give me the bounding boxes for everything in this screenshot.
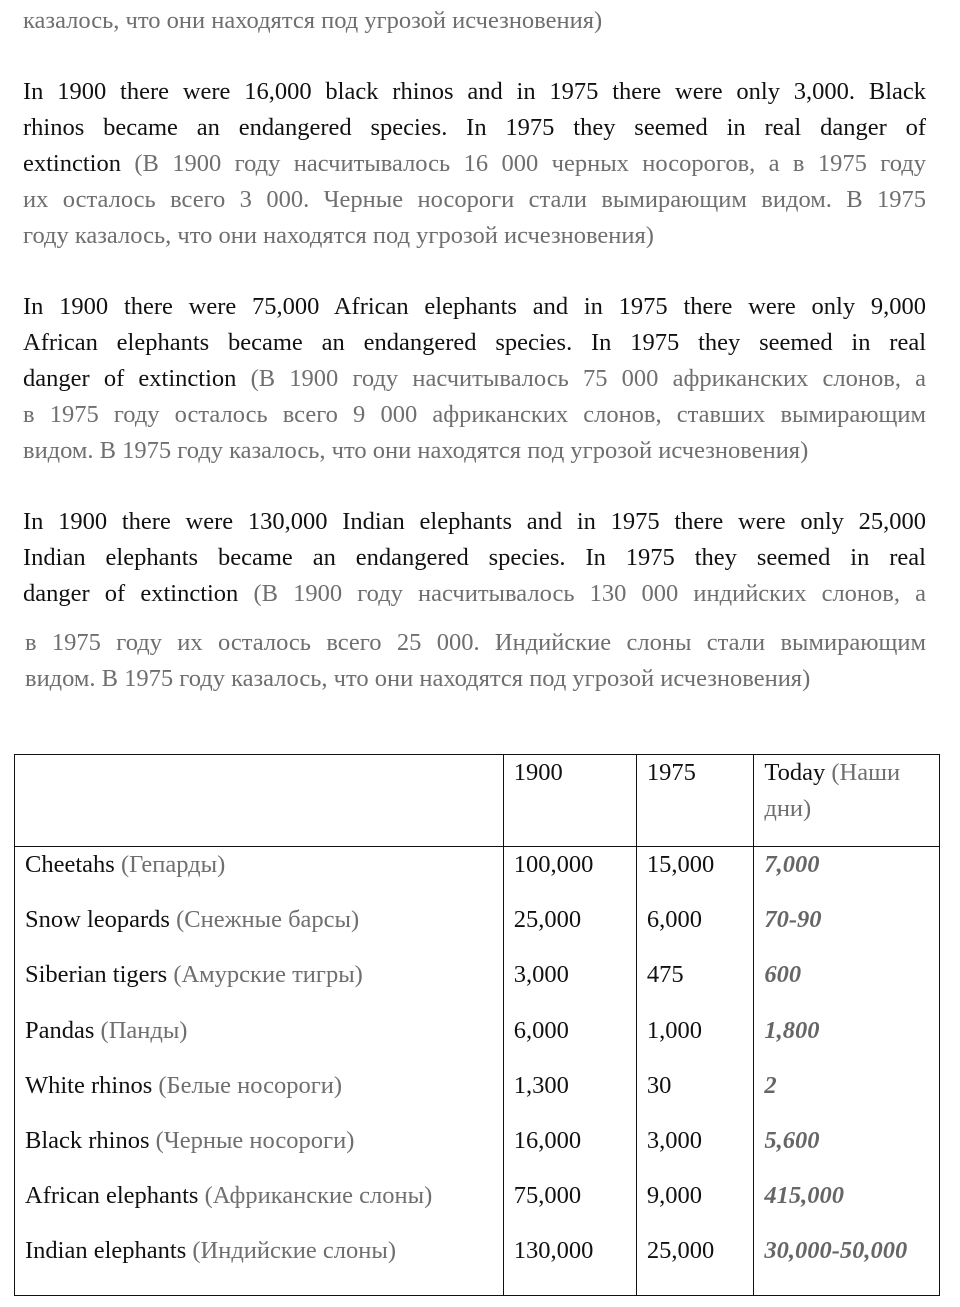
species-cell: [15, 1233, 504, 1296]
species-name-ru: (Индийские слоны): [186, 1237, 396, 1265]
population-1900-cell: 75,000: [503, 1178, 636, 1233]
paragraph-3-line-0: [23, 504, 926, 540]
english-text: danger of extinction: [23, 365, 237, 392]
table-row: [15, 1123, 940, 1178]
paragraph-2-line-4: [23, 433, 926, 469]
table-header-row: [15, 755, 940, 847]
population-today-cell: 415,000: [754, 1178, 940, 1233]
header-cell-today: [754, 755, 940, 847]
population-1900-cell: 25,000: [503, 902, 636, 957]
population-1900-cell: 100,000: [503, 847, 636, 903]
population-1975-cell: 3,000: [636, 1123, 753, 1178]
species-cell: [15, 902, 504, 957]
population-today-cell: 70-90: [754, 902, 940, 957]
russian-translation: (В 1900 году насчитывалось 75 000 африканских слонов, а: [236, 365, 927, 392]
paragraph-2-line-3: [23, 397, 926, 433]
paragraph-3-line-3: [25, 625, 926, 661]
russian-translation: в 1975 году их осталось всего 25 000. Индийские слоны стали вымирающим: [25, 629, 926, 656]
species-name-en: Cheetahs: [25, 851, 115, 878]
table-row: [15, 847, 940, 903]
paragraph-1-line-4: [23, 218, 926, 254]
species-name-en: White rhinos: [25, 1071, 153, 1099]
table-row: [15, 902, 940, 957]
species-name-en: Siberian tigers: [25, 961, 168, 989]
russian-translation: (В 1900 году насчитывалось 16 000 черных носорогов, а в 1975 году: [120, 150, 926, 177]
species-name-ru: (Гепарды): [114, 851, 226, 878]
russian-translation: (В 1900 году насчитывалось 130 000 индийских слонов, а: [238, 580, 926, 607]
header-today-ru: (Наши дни): [764, 759, 901, 822]
header-cell-1975: 1975: [636, 755, 753, 847]
population-1900-cell: 16,000: [503, 1123, 636, 1178]
russian-translation: в 1975 году осталось всего 9 000 африканских слонов, ставших вымирающим: [23, 401, 926, 428]
paragraph-3-line-1: [23, 540, 926, 576]
header-cell-empty: [15, 755, 504, 847]
species-name-en: Black rhinos: [25, 1126, 150, 1154]
russian-translation: казалось, что они находятся под угрозой исчезновения): [23, 7, 603, 34]
paragraph-2-line-2: [23, 361, 926, 397]
russian-translation: видом. В 1975 году казалось, что они находятся под угрозой исчезновения): [23, 437, 809, 464]
english-text: Indian elephants became an endangered species. In 1975 they seemed in real: [23, 544, 926, 571]
english-text: extinction: [23, 150, 121, 177]
table-row: [15, 1013, 940, 1068]
table-row: [15, 1068, 940, 1123]
russian-translation: видом. В 1975 году казалось, что они находятся под угрозой исчезновения): [25, 665, 811, 692]
species-name-ru: (Белые носороги): [152, 1071, 343, 1099]
english-text: rhinos became an endangered species. In 1975 they seemed in real danger of: [23, 114, 926, 141]
paragraph-1-line-1: [23, 110, 926, 146]
population-1975-cell: 25,000: [636, 1233, 753, 1296]
english-text: danger of extinction: [23, 580, 239, 607]
population-1975-cell: 1,000: [636, 1013, 753, 1068]
table-row: [15, 1178, 940, 1233]
population-today-cell: 30,000-50,000: [754, 1233, 940, 1296]
species-cell: [15, 847, 504, 903]
population-table: [14, 754, 940, 1296]
paragraph-1-line-3: [23, 182, 926, 218]
paragraph-1-line-2: [23, 146, 926, 182]
population-today-cell: 1,800: [754, 1013, 940, 1068]
species-name-en: Pandas: [25, 1016, 95, 1044]
species-name-ru: (Африканские слоны): [198, 1182, 433, 1210]
population-1900-cell: 130,000: [503, 1233, 636, 1296]
population-today-cell: 7,000: [754, 847, 940, 903]
paragraph-3-line-2: [23, 576, 926, 612]
population-today-cell: 5,600: [754, 1123, 940, 1178]
population-1900-cell: 3,000: [503, 957, 636, 1012]
species-cell: [15, 1178, 504, 1233]
table-row: [15, 1233, 940, 1296]
russian-translation: их осталось всего 3 000. Черные носороги стали вымирающим видом. В 1975: [23, 186, 926, 213]
paragraph-2-line-0: [23, 289, 926, 325]
population-1975-cell: 9,000: [636, 1178, 753, 1233]
species-cell: [15, 1123, 504, 1178]
population-1975-cell: 475: [636, 957, 753, 1012]
species-name-en: Indian elephants: [25, 1237, 187, 1265]
species-cell: [15, 1013, 504, 1068]
english-text: In 1900 there were 16,000 black rhinos and in 1975 there were only 3,000. Black: [23, 78, 926, 105]
species-cell: [15, 957, 504, 1012]
population-1975-cell: 15,000: [636, 847, 753, 903]
population-1900-cell: 6,000: [503, 1013, 636, 1068]
population-1975-cell: 6,000: [636, 902, 753, 957]
paragraph-2-line-1: [23, 325, 926, 361]
population-today-cell: 600: [754, 957, 940, 1012]
species-name-ru: (Черные носороги): [149, 1126, 355, 1154]
population-today-cell: 2: [754, 1068, 940, 1123]
paragraph-3-line-4: [25, 661, 928, 697]
species-name-ru: (Панды): [94, 1016, 188, 1044]
header-cell-1900: 1900: [503, 755, 636, 847]
species-name-en: African elephants: [25, 1182, 199, 1210]
english-text: In 1900 there were 75,000 African elephants and in 1975 there were only 9,000: [23, 293, 926, 320]
species-name-ru: (Амурские тигры): [167, 961, 363, 989]
species-name-en: Snow leopards: [25, 906, 170, 934]
table-row: [15, 957, 940, 1012]
english-text: In 1900 there were 130,000 Indian elephants and in 1975 there were only 25,000: [23, 508, 926, 535]
paragraph-0-line-0: [23, 3, 926, 39]
species-cell: [15, 1068, 504, 1123]
paragraph-1-line-0: [23, 74, 926, 110]
header-today-en: Today: [764, 759, 826, 786]
species-name-ru: (Снежные барсы): [169, 906, 360, 934]
english-text: African elephants became an endangered species. In 1975 they seemed in real: [23, 329, 926, 356]
russian-translation: году казалось, что они находятся под угрозой исчезновения): [23, 222, 654, 249]
population-1975-cell: 30: [636, 1068, 753, 1123]
population-1900-cell: 1,300: [503, 1068, 636, 1123]
